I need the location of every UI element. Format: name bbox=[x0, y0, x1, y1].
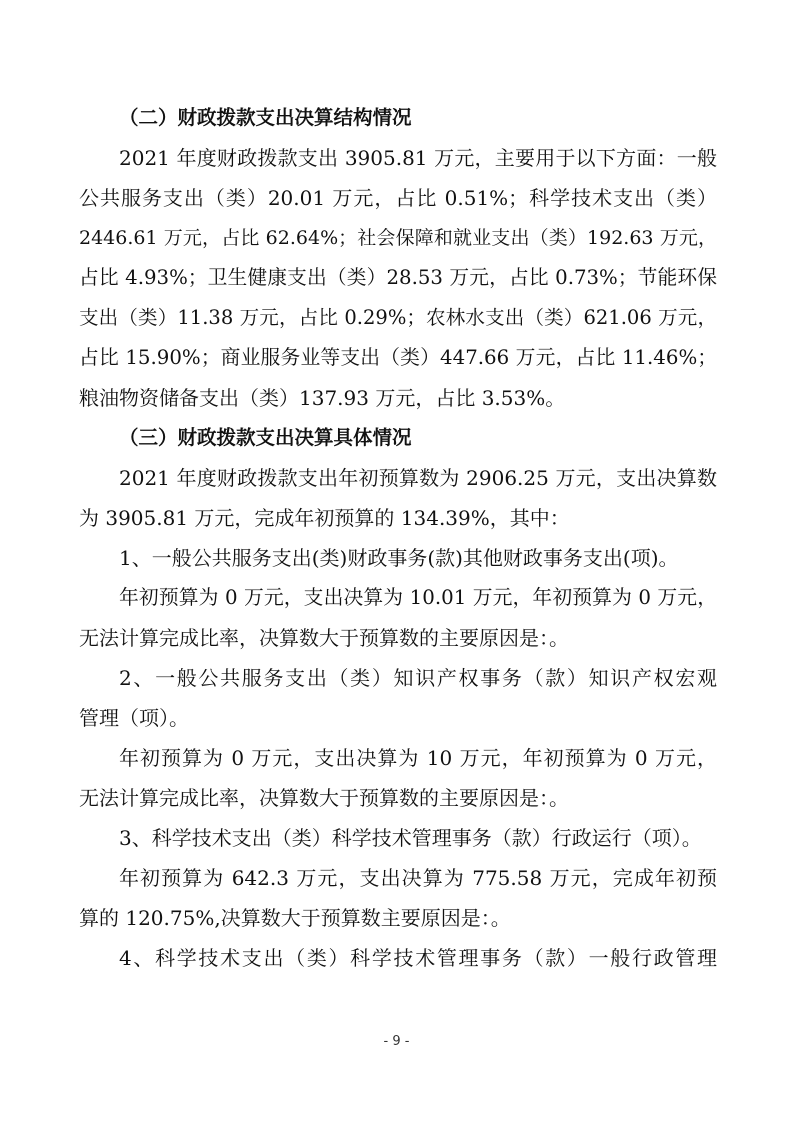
paragraph-expenditure-detail bbox=[79, 458, 717, 538]
item-3-body-line: 年初预算为 642.3 万元，支出决算为 775.58 万元，完成年初预 bbox=[119, 866, 717, 890]
page-number: - 9 - bbox=[383, 1034, 410, 1049]
text-line: 占比 15.90%；商业服务业等支出（类）447.66 万元，占比 11.46%； bbox=[79, 346, 717, 369]
item-3-body-line: 算的 120.75%,决算数大于预算数主要原因是：。 bbox=[79, 906, 511, 930]
text-line: 粮油物资储备支出（类）137.93 万元，占比 3.53%。 bbox=[79, 386, 566, 410]
item-2-title: 2、一般公共服务支出（类）知识产权事务（款）知识产权宏观 bbox=[119, 666, 717, 690]
item-1-body-line: 年初预算为 0 万元，支出决算为 10.01 万元，年初预算为 0 万元， bbox=[119, 586, 717, 609]
item-4-title: 4、科学技术支出（类）科学技术管理事务（款）一般行政管理 bbox=[119, 946, 717, 970]
item-1-title: 1、一般公共服务支出(类)财政事务(款)其他财政事务支出(项)。 bbox=[119, 546, 679, 570]
text-line: 2021 年度财政拨款支出 3905.81 万元，主要用于以下方面：一般 bbox=[119, 146, 717, 170]
text-line: 公共服务支出（类）20.01 万元，占比 0.51%；科学技术支出（类） bbox=[79, 186, 717, 210]
section-heading-2: （二）财政拨款支出决算结构情况 bbox=[119, 106, 412, 129]
text-line: 2021 年度财政拨款支出年初预算数为 2906.25 万元，支出决算数 bbox=[119, 466, 717, 490]
text-line: 支出（类）11.38 万元，占比 0.29%；农林水支出（类）621.06 万元， bbox=[79, 306, 717, 329]
text-line: 为 3905.81 万元，完成年初预算的 134.39%，其中： bbox=[79, 506, 570, 530]
section-heading-3: （三）财政拨款支出决算具体情况 bbox=[119, 426, 412, 449]
item-2-body-line: 无法计算完成比率，决算数大于预算数的主要原因是：。 bbox=[79, 786, 569, 810]
text-line: 2446.61 万元，占比 62.64%；社会保障和就业支出（类）192.63 万元， bbox=[79, 227, 717, 249]
document-body bbox=[79, 98, 717, 978]
item-3-title: 3、科学技术支出（类）科学技术管理事务（款）行政运行（项）。 bbox=[119, 826, 702, 850]
item-1-body-line: 无法计算完成比率，决算数大于预算数的主要原因是：。 bbox=[79, 626, 569, 650]
text-line: 占比 4.93%；卫生健康支出（类）28.53 万元，占比 0.73%；节能环保 bbox=[79, 266, 717, 289]
item-2-title: 管理（项）。 bbox=[79, 706, 189, 730]
item-2-body-line: 年初预算为 0 万元，支出决算为 10 万元，年初预算为 0 万元， bbox=[119, 746, 717, 770]
paragraph-expenditure-structure bbox=[79, 138, 717, 418]
